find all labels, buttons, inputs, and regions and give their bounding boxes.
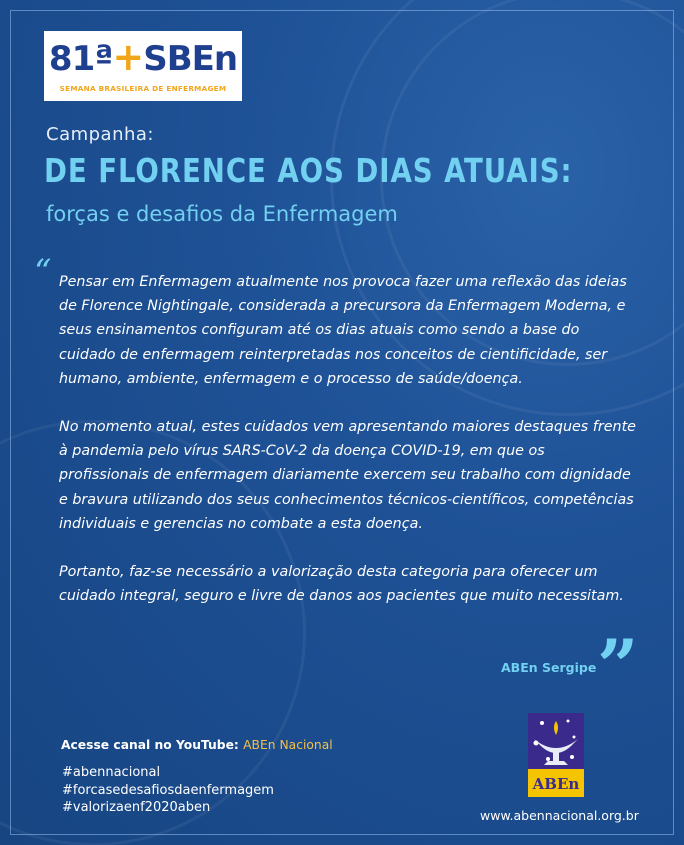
aben-logo <box>528 713 584 797</box>
sben-logo <box>44 31 242 101</box>
quote-paragraph: Portanto, faz-se necessário a valorização desta categoria para oferecer um cuidado integral, seguro e livre de danos aos pacientes que muito necessitam. <box>59 564 624 605</box>
sben-logo-wordmark <box>44 37 242 79</box>
quote-paragraph: No momento atual, estes cuidados vem apresentando maiores destaques frente à pandemia pelo vírus SARS-CoV-2 da doença COVID-19, em que os profissionais de enfermagem diariamente exercem seu trabalho com dignidade e bravura utilizando dos seus conhecimentos técnicos-científicos, competências individuais e gerencias no combate a esta doença. <box>59 419 636 532</box>
aben-logo-text: ABEn <box>532 775 580 793</box>
youtube-label: Acesse canal no YouTube: <box>61 738 239 752</box>
hashtag[interactable]: #forcasedesafiosdaenfermagem <box>62 782 274 798</box>
campaign-label: Campanha: <box>46 124 154 145</box>
youtube-channel-link[interactable]: ABEn Nacional <box>243 738 333 752</box>
aben-emblem-icon <box>528 713 584 797</box>
open-quote-icon: “ <box>34 252 52 292</box>
close-quote-icon: ” <box>597 623 631 708</box>
quote-signature: ABEn Sergipe <box>501 660 597 675</box>
logo-subtitle: SEMANA BRASILEIRA DE ENFERMAGEM <box>59 84 227 93</box>
logo-plus-icon: + <box>112 35 144 79</box>
campaign-title: DE FLORENCE AOS DIAS ATUAIS: <box>44 151 573 190</box>
campaign-subtitle: forças e desafios da Enfermagem <box>46 202 398 226</box>
logo-edition: 81ª <box>48 39 113 79</box>
hashtag-list <box>62 764 274 817</box>
youtube-callout <box>61 738 333 752</box>
logo-brand: SBEn <box>143 39 238 79</box>
quote-text <box>59 270 639 632</box>
hashtag[interactable]: #abennacional <box>62 765 161 780</box>
quote-paragraph: Pensar em Enfermagem atualmente nos provoca fazer uma reflexão das ideias de Florence Nightingale, considerada a precursora da Enfermagem Moderna, e seus ensinamentos configuram até os dias atuais como sendo a base do cuidado de enfermagem reinterpretadas nos conceitos de cientificidade, ser humano, ambiente, enfermagem e o processo de saúde/doença. <box>59 274 627 387</box>
hashtag[interactable]: #valorizaenf2020aben <box>62 800 211 815</box>
website-link[interactable]: www.abennacional.org.br <box>480 808 639 823</box>
